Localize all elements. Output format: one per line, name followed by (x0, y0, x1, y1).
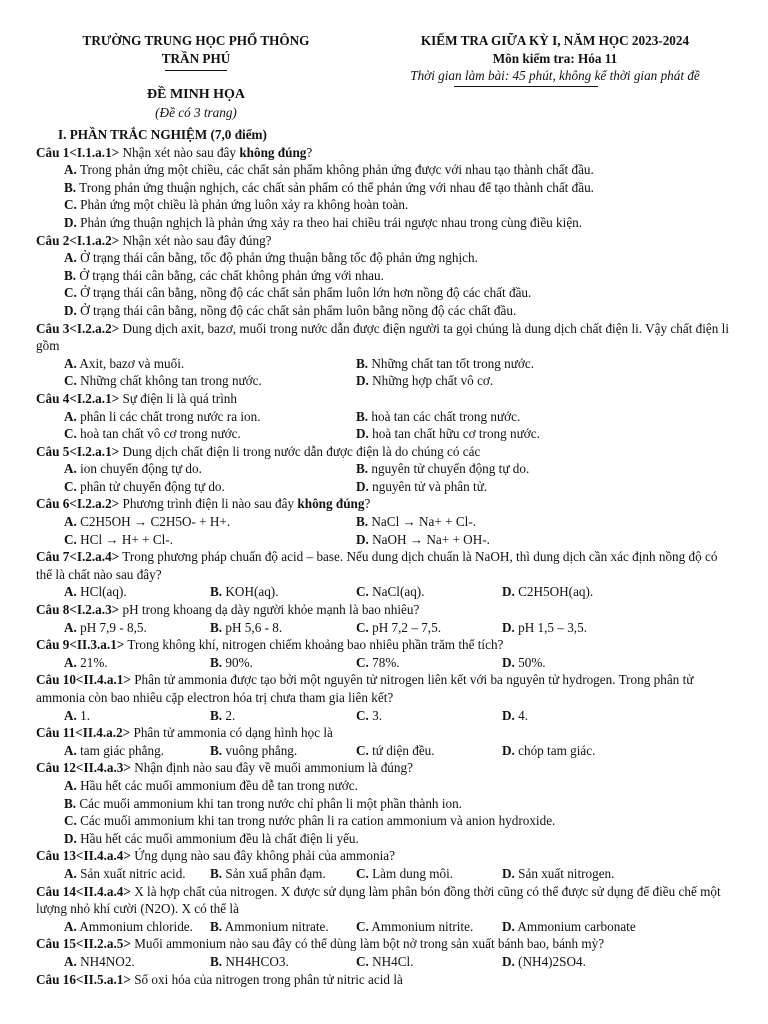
option-c: C. Ở trạng thái cân bằng, nồng độ các chất sản phẩm luôn lớn hơn nồng độ các chất đầu. (64, 285, 532, 301)
exam-page (36, 32, 736, 988)
options-row (36, 707, 736, 725)
option-d: D. (NH4)2SO4. (502, 953, 586, 969)
question-text: Dung dịch axit, bazơ, muối trong nước dẫn được điện người ta gọi chúng là dung dịch chất điện li. Vậy chất điện li gồm (36, 320, 729, 354)
exam-time: Thời gian làm bài: 45 phút, không kể thời gian phát đề (410, 68, 700, 84)
option-b: B. 90%. (210, 654, 253, 670)
question-number: Câu 4<I.2.a.1> (36, 390, 120, 406)
option-c: C. 78%. (356, 654, 400, 670)
question-text: Nhận xét nào sau đây (119, 144, 240, 160)
option-b: B. 2. (210, 707, 236, 723)
question-number: Câu 8<I.2.a.3> (36, 602, 120, 618)
question-text: pH trong khoang dạ dày người khỏe mạnh là bao nhiêu? (119, 602, 420, 618)
options-row (36, 654, 736, 672)
question-15 (36, 935, 736, 953)
options-row (36, 619, 736, 637)
question-text: Sự điện li là quá trình (119, 390, 237, 406)
question-tail: ? (364, 496, 371, 512)
school-name (36, 32, 356, 71)
option-b: B. pH 5,6 - 8. (210, 619, 283, 635)
school-line2: TRẦN PHÚ (161, 50, 231, 66)
question-11 (36, 724, 736, 742)
options-row (36, 513, 736, 531)
options-row (36, 742, 736, 760)
question-7 (36, 548, 736, 583)
option-c: C. hoà tan chất vô cơ trong nước. (64, 426, 241, 442)
options-row (36, 865, 736, 883)
question-text: Nhận xét nào sau đây đúng? (119, 232, 272, 248)
option-a: A. Hầu hết các muối ammonium đều dễ tan trong nước. (64, 777, 358, 793)
option-d: D. pH 1,5 – 3,5. (502, 619, 587, 635)
option-a: A. NH4NO2. (64, 953, 135, 969)
options-row (36, 531, 736, 549)
option-b: B. NaCl → Na+ + Cl-. (356, 514, 477, 530)
school-line1: TRƯỜNG TRUNG HỌC PHỔ THÔNG (82, 33, 310, 48)
option-c: C. tứ diện đều. (356, 742, 435, 758)
option-a: A. Ammonium chloride. (64, 918, 193, 934)
question-number: Câu 6<I.2.a.2> (36, 496, 120, 512)
option-b: B. Ammonium nitrate. (210, 918, 329, 934)
options-row (36, 460, 736, 478)
question-number: Câu 3<I.2.a.2> (36, 320, 120, 336)
question-text: Phân tử ammonia có dạng hình học là (130, 725, 333, 741)
option-a: A. 21%. (64, 654, 108, 670)
question-number: Câu 15<II.2.a.5> (36, 936, 131, 952)
de-minh-hoa: ĐỀ MINH HỌA (147, 87, 245, 102)
question-16 (36, 971, 736, 989)
header-divider (165, 70, 227, 71)
question-number: Câu 5<I.2.a.1> (36, 443, 120, 459)
option-a: A. Ở trạng thái cân bằng, tốc độ phản ứng thuận bằng tốc độ phản ứng nghịch. (64, 250, 478, 266)
question-6 (36, 495, 736, 513)
option-a: A. HCl(aq). (64, 584, 127, 600)
options-row (36, 408, 736, 426)
question-emphasis: không đúng (239, 144, 307, 160)
option-d: D. chóp tam giác. (502, 742, 596, 758)
option-c: C. phân tử chuyển động tự do. (64, 478, 225, 494)
option-c: C. NH4Cl. (356, 953, 414, 969)
option-d: D. hoà tan chất hữu cơ trong nước. (356, 426, 540, 442)
question-4 (36, 390, 736, 408)
option-d: D. Những hợp chất vô cơ. (356, 373, 494, 389)
exam-info (366, 32, 744, 85)
option-b: B. Ở trạng thái cân bằng, các chất không phản ứng với nhau. (64, 267, 384, 283)
question-1 (36, 144, 736, 162)
option-d: D. Sản xuất nitrogen. (502, 865, 615, 881)
question-text: Phân tử ammonia được tạo bởi một nguyên tử nitrogen liên kết với ba nguyên tử hydrogen. Trong phân tử ammonia còn bao nhiêu cặp electron hóa trị chưa tham gia liên kết? (36, 672, 694, 705)
question-number: Câu 12<II.4.a.3> (36, 760, 131, 776)
question-emphasis: không đúng (297, 496, 365, 512)
question-2 (36, 232, 736, 250)
question-9 (36, 636, 736, 654)
question-text: Muối ammonium nào sau đây có thể dùng làm bột nở trong sản xuất bánh bao, bánh mỳ? (130, 936, 605, 952)
exam-header (36, 32, 736, 120)
question-number: Câu 13<II.4.a.4> (36, 848, 131, 864)
question-number: Câu 2<I.1.a.2> (36, 232, 120, 248)
exam-subject: Môn kiểm tra: Hóa 11 (492, 50, 618, 66)
option-a: A. Trong phản ứng một chiều, các chất sản phẩm không phản ứng được với nhau tạo thành chất đầu. (64, 162, 594, 178)
option-a: A. 1. (64, 707, 91, 723)
option-c: C. Ammonium nitrite. (356, 918, 474, 934)
option-c: C. 3. (356, 707, 383, 723)
option-a: A. phân li các chất trong nước ra ion. (64, 408, 261, 424)
option-a: A. pH 7,9 - 8,5. (64, 619, 147, 635)
option-d: D. Ở trạng thái cân bằng, nồng độ các chất sản phẩm luôn bằng nồng độ các chất đầu. (64, 302, 517, 318)
question-number: Câu 16<II.5.a.1> (36, 971, 131, 987)
question-text: Phương trình điện li nào sau đây (119, 496, 298, 512)
option-c: C. HCl → H+ + Cl-. (64, 531, 174, 547)
question-3 (36, 320, 736, 355)
question-number: Câu 7<I.2.a.4> (36, 549, 120, 565)
option-d: D. nguyên tử và phân tử. (356, 478, 488, 494)
options-row (36, 425, 736, 443)
question-tail: ? (306, 144, 313, 160)
question-13 (36, 847, 736, 865)
question-text: X là hợp chất của nitrogen. X được sử dụng làm phân bón đồng thời cũng có thể được sử dụng để điều chế một lượng nhỏ khí cười (N2O). X có thể là (36, 883, 721, 917)
question-number: Câu 1<I.1.a.1> (36, 144, 120, 160)
option-b: B. nguyên tử chuyển động tự do. (356, 461, 530, 477)
option-d: D. Ammonium carbonate (502, 918, 636, 934)
option-b: B. Các muối ammonium khi tan trong nước chỉ phân li một phần thành ion. (64, 795, 462, 811)
option-c: C. NaCl(aq). (356, 584, 425, 600)
option-d: D. 50%. (502, 654, 546, 670)
question-text: Dung dịch chất điện li trong nước dẫn được điện là do chúng có các (119, 443, 481, 459)
question-text: Nhận định nào sau đây về muối ammonium là đúng? (130, 760, 413, 776)
section-title: I. PHẦN TRẮC NGHIỆM (7,0 điểm) (58, 127, 267, 142)
question-number: Câu 11<II.4.a.2> (36, 725, 131, 741)
options-row (36, 583, 736, 601)
exam-title: KIẾM TRA GIỮA KỲ I, NĂM HỌC 2023-2024 (420, 33, 690, 48)
option-c: C. pH 7,2 – 7,5. (356, 619, 441, 635)
exam-label (36, 86, 356, 121)
options-row (36, 918, 736, 936)
options-row (36, 355, 736, 373)
options-row (36, 478, 736, 496)
question-text: Ứng dụng nào sau đây không phải của ammonia? (130, 848, 395, 864)
option-a: A. Sản xuất nitric acid. (64, 865, 186, 881)
option-d: D. Phản ứng thuận nghịch là phản ứng xảy ra theo hai chiều trái ngược nhau trong cùng điều kiện. (64, 214, 583, 230)
options-row (36, 372, 736, 390)
option-a: A. tam giác phẳng. (64, 742, 164, 758)
option-d: D. NaOH → Na+ + OH-. (356, 531, 490, 547)
option-a: A. Axit, bazơ và muối. (64, 355, 185, 371)
question-number: Câu 14<II.4.a.4> (36, 883, 131, 899)
option-a: A. ion chuyển động tự do. (64, 461, 202, 477)
page-count: (Đề có 3 trang) (155, 104, 237, 120)
option-b: B. hoà tan các chất trong nước. (356, 408, 521, 424)
option-d: D. C2H5OH(aq). (502, 584, 594, 600)
option-b: B. NH4HCO3. (210, 953, 289, 969)
question-8 (36, 601, 736, 619)
option-b: B. Những chất tan tốt trong nước. (356, 355, 535, 371)
question-10 (36, 671, 736, 706)
option-d: D. Hầu hết các muối ammonium đều là chất điện li yếu. (64, 830, 359, 846)
option-b: B. Sản xuấ phân đạm. (210, 865, 326, 881)
question-text: Trong không khí, nitrogen chiếm khoảng bao nhiêu phần trăm thể tích? (124, 637, 504, 653)
option-c: C. Phản ứng một chiều là phản ứng luôn xảy ra không hoàn toàn. (64, 197, 409, 213)
question-text: Trong phương pháp chuẩn độ acid – base. Nếu dung dịch chuẩn là NaOH, thì dung dịch cần xác định nồng độ có thể là chất nào sau đây? (36, 549, 718, 582)
option-b: B. KOH(aq). (210, 584, 279, 600)
option-a: A. C2H5OH → C2H5O- + H+. (64, 514, 231, 530)
question-number: Câu 9<II.3.a.1> (36, 637, 125, 653)
question-12 (36, 759, 736, 777)
question-text: Số oxi hóa của nitrogen trong phân tử nitric acid là (130, 971, 403, 987)
options-row (36, 953, 736, 971)
option-d: D. 4. (502, 707, 529, 723)
question-number: Câu 10<II.4.a.1> (36, 672, 131, 688)
option-b: B. vuông phẳng. (210, 742, 298, 758)
option-c: C. Những chất không tan trong nước. (64, 373, 262, 389)
question-14 (36, 883, 736, 918)
question-5 (36, 443, 736, 461)
time-underline (454, 86, 598, 87)
option-b: B. Trong phản ứng thuận nghịch, các chất sản phẩm có thể phản ứng với nhau để tạo thành chất đầu. (64, 179, 594, 195)
option-c: C. Các muối ammonium khi tan trong nước phân li ra cation ammonium và anion hydroxide. (64, 813, 556, 829)
option-c: C. Làm dung môi. (356, 865, 454, 881)
